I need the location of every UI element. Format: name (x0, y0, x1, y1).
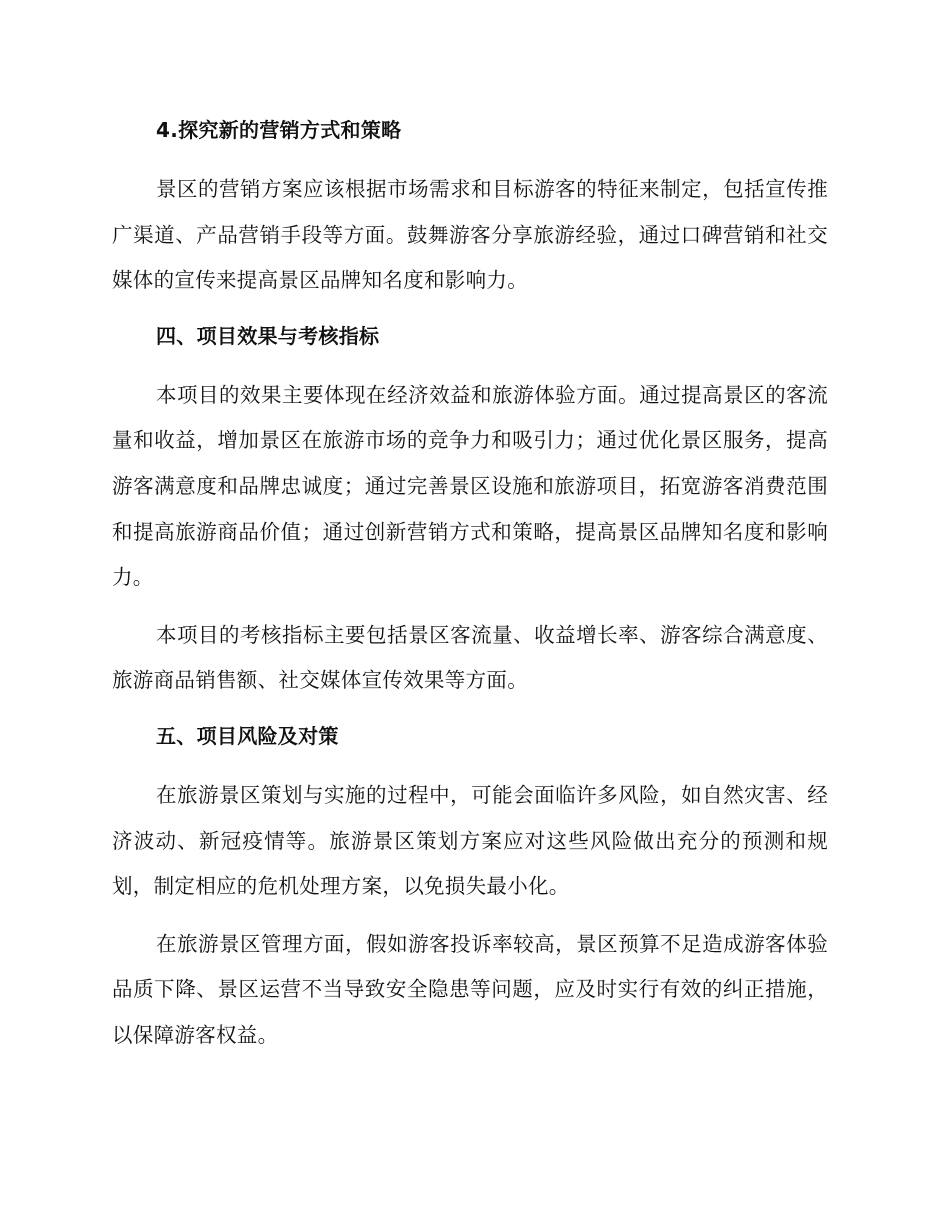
section-heading: 五、项目风险及对策 (156, 723, 339, 748)
paragraph: 景区的营销方案应该根据市场需求和目标游客的特征来制定，包括宣传推广渠道、产品营销手段等方面。鼓舞游客分享旅游经验，通过口碑营销和社交媒体的宣传来提高景区品牌知名度和影响力。 (112, 177, 828, 293)
paragraph: 本项目的考核指标主要包括景区客流量、收益增长率、游客综合满意度、旅游商品销售额、社交媒体宣传效果等方面。 (112, 622, 828, 693)
section-heading: 4.探究新的营销方式和策略 (156, 118, 402, 142)
paragraph: 在旅游景区管理方面，假如游客投诉率较高，景区预算不足造成游客体验品质下降、景区运营不当导致安全隐患等问题，应及时实行有效的纠正措施，以保障游客权益。 (112, 931, 828, 1047)
paragraph: 本项目的效果主要体现在经济效益和旅游体验方面。通过提高景区的客流量和收益，增加景区在旅游市场的竞争力和吸引力；通过优化景区服务，提高游客满意度和品牌忠诚度；通过完善景区设施和旅游项目，拓宽游客消费范围和提高旅游商品价值；通过创新营销方式和策略，提高景区品牌知名度和影响力。 (112, 382, 828, 590)
section-heading: 四、项目效果与考核指标 (156, 323, 380, 348)
paragraph: 在旅游景区策划与实施的过程中，可能会面临许多风险，如自然灾害、经济波动、新冠疫情等。旅游景区策划方案应对这些风险做出充分的预测和规划，制定相应的危机处理方案，以免损失最小化。 (112, 782, 828, 899)
document-body (112, 110, 828, 1071)
